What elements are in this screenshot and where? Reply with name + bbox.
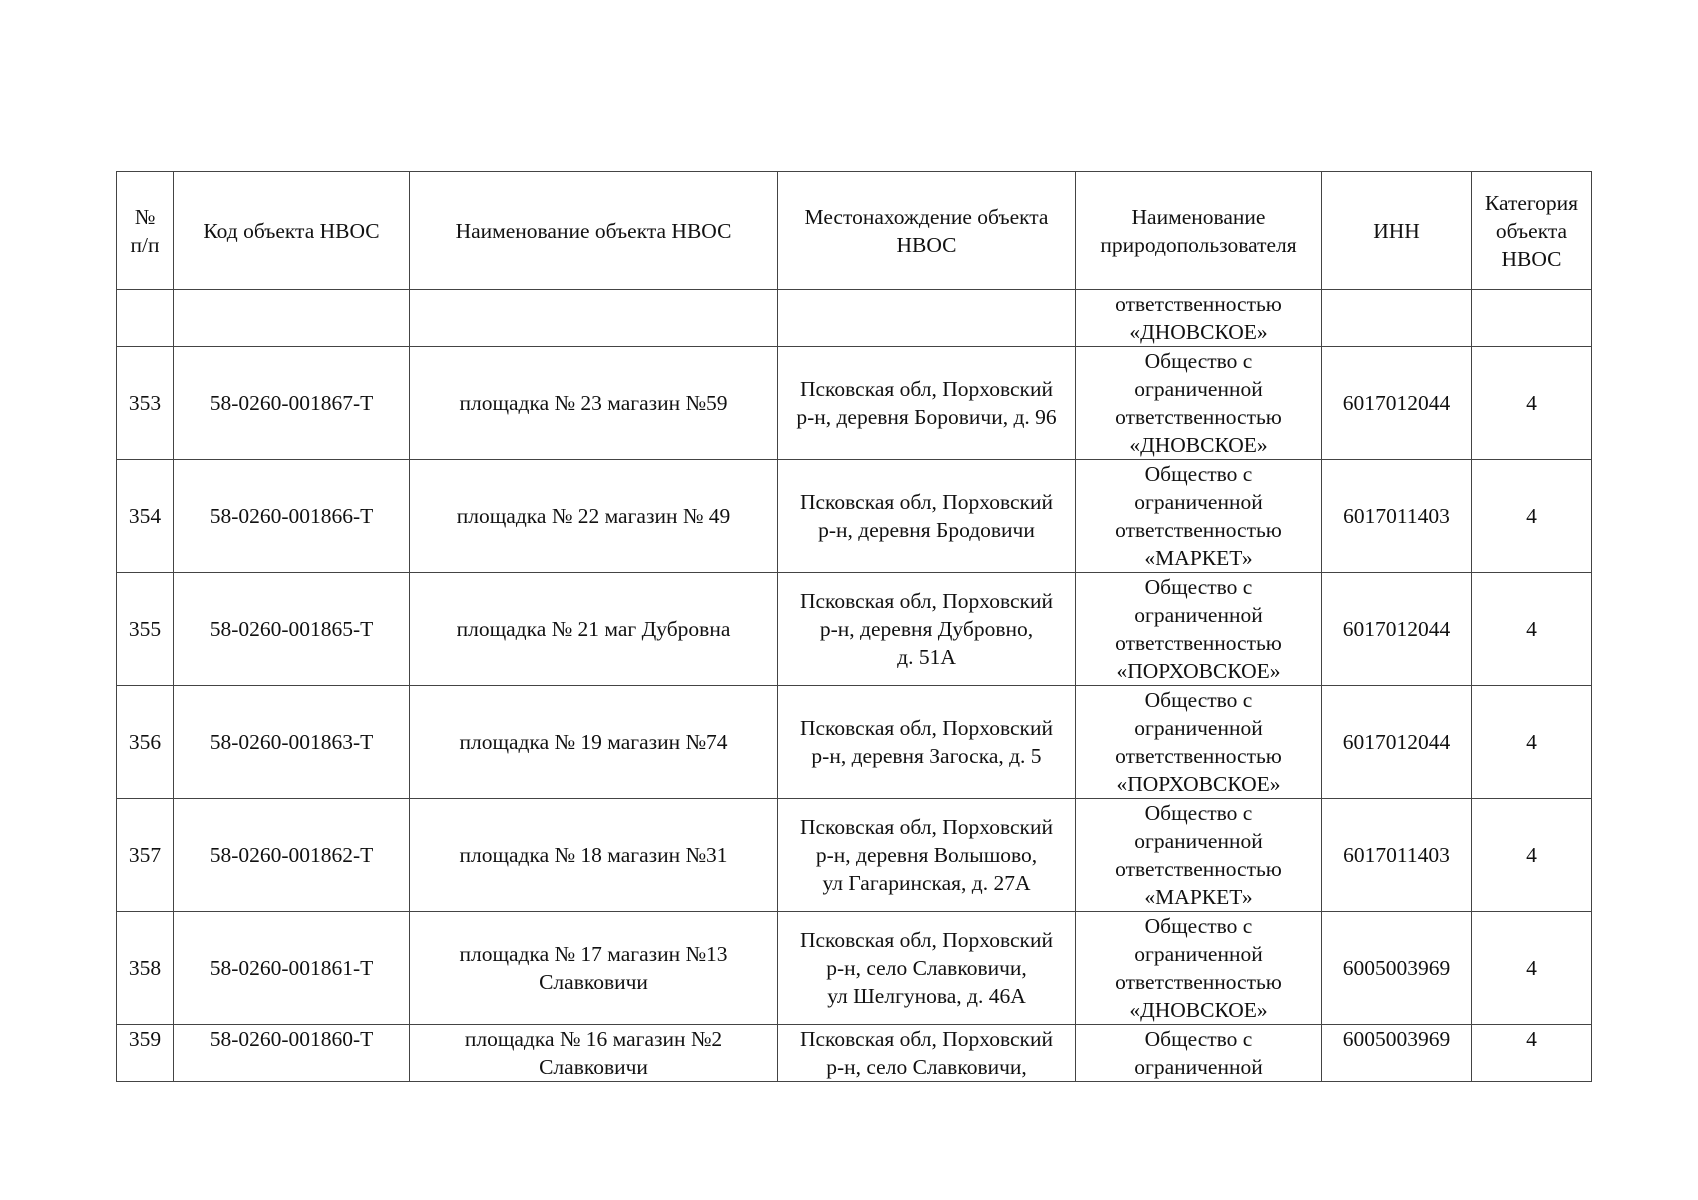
cell-category: 4 [1472, 1025, 1592, 1082]
cell-code: 58-0260-001863-Т [174, 686, 410, 799]
table-row [117, 347, 1592, 460]
cell-number: 353 [117, 347, 174, 460]
cell-name: площадка № 18 магазин №31 [410, 799, 778, 912]
cell-org: Общество с ограниченной ответственностью «МАРКЕТ» [1076, 460, 1322, 573]
nvos-registry-table [116, 171, 1592, 1082]
cell-org: Общество с ограниченной ответственностью «МАРКЕТ» [1076, 799, 1322, 912]
cell-category [1472, 290, 1592, 347]
cell-code: 58-0260-001860-Т [174, 1025, 410, 1082]
table-header-row [117, 172, 1592, 290]
header-inn: ИНН [1322, 172, 1472, 290]
cell-number: 358 [117, 912, 174, 1025]
cell-org: Общество с ограниченной [1076, 1025, 1322, 1082]
cell-name: площадка № 23 магазин №59 [410, 347, 778, 460]
cell-category: 4 [1472, 686, 1592, 799]
cell-location: Псковская обл, Порховский р-н, деревня Волышово, ул Гагаринская, д. 27А [778, 799, 1076, 912]
cell-code: 58-0260-001861-Т [174, 912, 410, 1025]
cell-code: 58-0260-001865-Т [174, 573, 410, 686]
table-row [117, 573, 1592, 686]
cell-location: Псковская обл, Порховский р-н, село Славковичи, ул Шелгунова, д. 46А [778, 912, 1076, 1025]
table-row [117, 912, 1592, 1025]
cell-inn: 6017011403 [1322, 460, 1472, 573]
cell-org: Общество с ограниченной ответственностью «ПОРХОВСКОЕ» [1076, 573, 1322, 686]
cell-inn: 6017012044 [1322, 347, 1472, 460]
cell-category: 4 [1472, 347, 1592, 460]
cell-number [117, 290, 174, 347]
cell-number: 357 [117, 799, 174, 912]
cell-location [778, 290, 1076, 347]
table-row-continuation [117, 290, 1592, 347]
cell-inn: 6017012044 [1322, 686, 1472, 799]
table-row [117, 460, 1592, 573]
cell-number: 359 [117, 1025, 174, 1082]
cell-category: 4 [1472, 799, 1592, 912]
cell-name: площадка № 19 магазин №74 [410, 686, 778, 799]
cell-inn [1322, 290, 1472, 347]
cell-name: площадка № 22 магазин № 49 [410, 460, 778, 573]
header-category: Категория объекта НВОС [1472, 172, 1592, 290]
cell-name: площадка № 21 маг Дубровна [410, 573, 778, 686]
table-row [117, 799, 1592, 912]
table-row-partial [117, 1025, 1592, 1082]
cell-category: 4 [1472, 460, 1592, 573]
cell-location: Псковская обл, Порховский р-н, деревня Бродовичи [778, 460, 1076, 573]
cell-inn: 6017012044 [1322, 573, 1472, 686]
header-object-code: Код объекта НВОС [174, 172, 410, 290]
cell-location: Псковская обл, Порховский р-н, деревня Дубровно, д. 51А [778, 573, 1076, 686]
cell-code: 58-0260-001866-Т [174, 460, 410, 573]
cell-location: Псковская обл, Порховский р-н, деревня Загоска, д. 5 [778, 686, 1076, 799]
cell-org: Общество с ограниченной ответственностью «ДНОВСКОЕ» [1076, 347, 1322, 460]
cell-location: Псковская обл, Порховский р-н, село Славковичи, [778, 1025, 1076, 1082]
cell-org: Общество с ограниченной ответственностью «ДНОВСКОЕ» [1076, 912, 1322, 1025]
cell-org: ответственностью «ДНОВСКОЕ» [1076, 290, 1322, 347]
cell-code: 58-0260-001862-Т [174, 799, 410, 912]
table-row [117, 686, 1592, 799]
cell-name: площадка № 16 магазин №2 Славковичи [410, 1025, 778, 1082]
cell-number: 355 [117, 573, 174, 686]
header-number: № п/п [117, 172, 174, 290]
cell-number: 354 [117, 460, 174, 573]
cell-location: Псковская обл, Порховский р-н, деревня Боровичи, д. 96 [778, 347, 1076, 460]
cell-org: Общество с ограниченной ответственностью «ПОРХОВСКОЕ» [1076, 686, 1322, 799]
header-user-name: Наименование природопользователя [1076, 172, 1322, 290]
cell-code: 58-0260-001867-Т [174, 347, 410, 460]
header-object-location: Местонахождение объекта НВОС [778, 172, 1076, 290]
cell-name [410, 290, 778, 347]
cell-inn: 6005003969 [1322, 1025, 1472, 1082]
cell-category: 4 [1472, 573, 1592, 686]
cell-code [174, 290, 410, 347]
header-object-name: Наименование объекта НВОС [410, 172, 778, 290]
cell-category: 4 [1472, 912, 1592, 1025]
cell-inn: 6017011403 [1322, 799, 1472, 912]
cell-number: 356 [117, 686, 174, 799]
cell-inn: 6005003969 [1322, 912, 1472, 1025]
cell-name: площадка № 17 магазин №13 Славковичи [410, 912, 778, 1025]
